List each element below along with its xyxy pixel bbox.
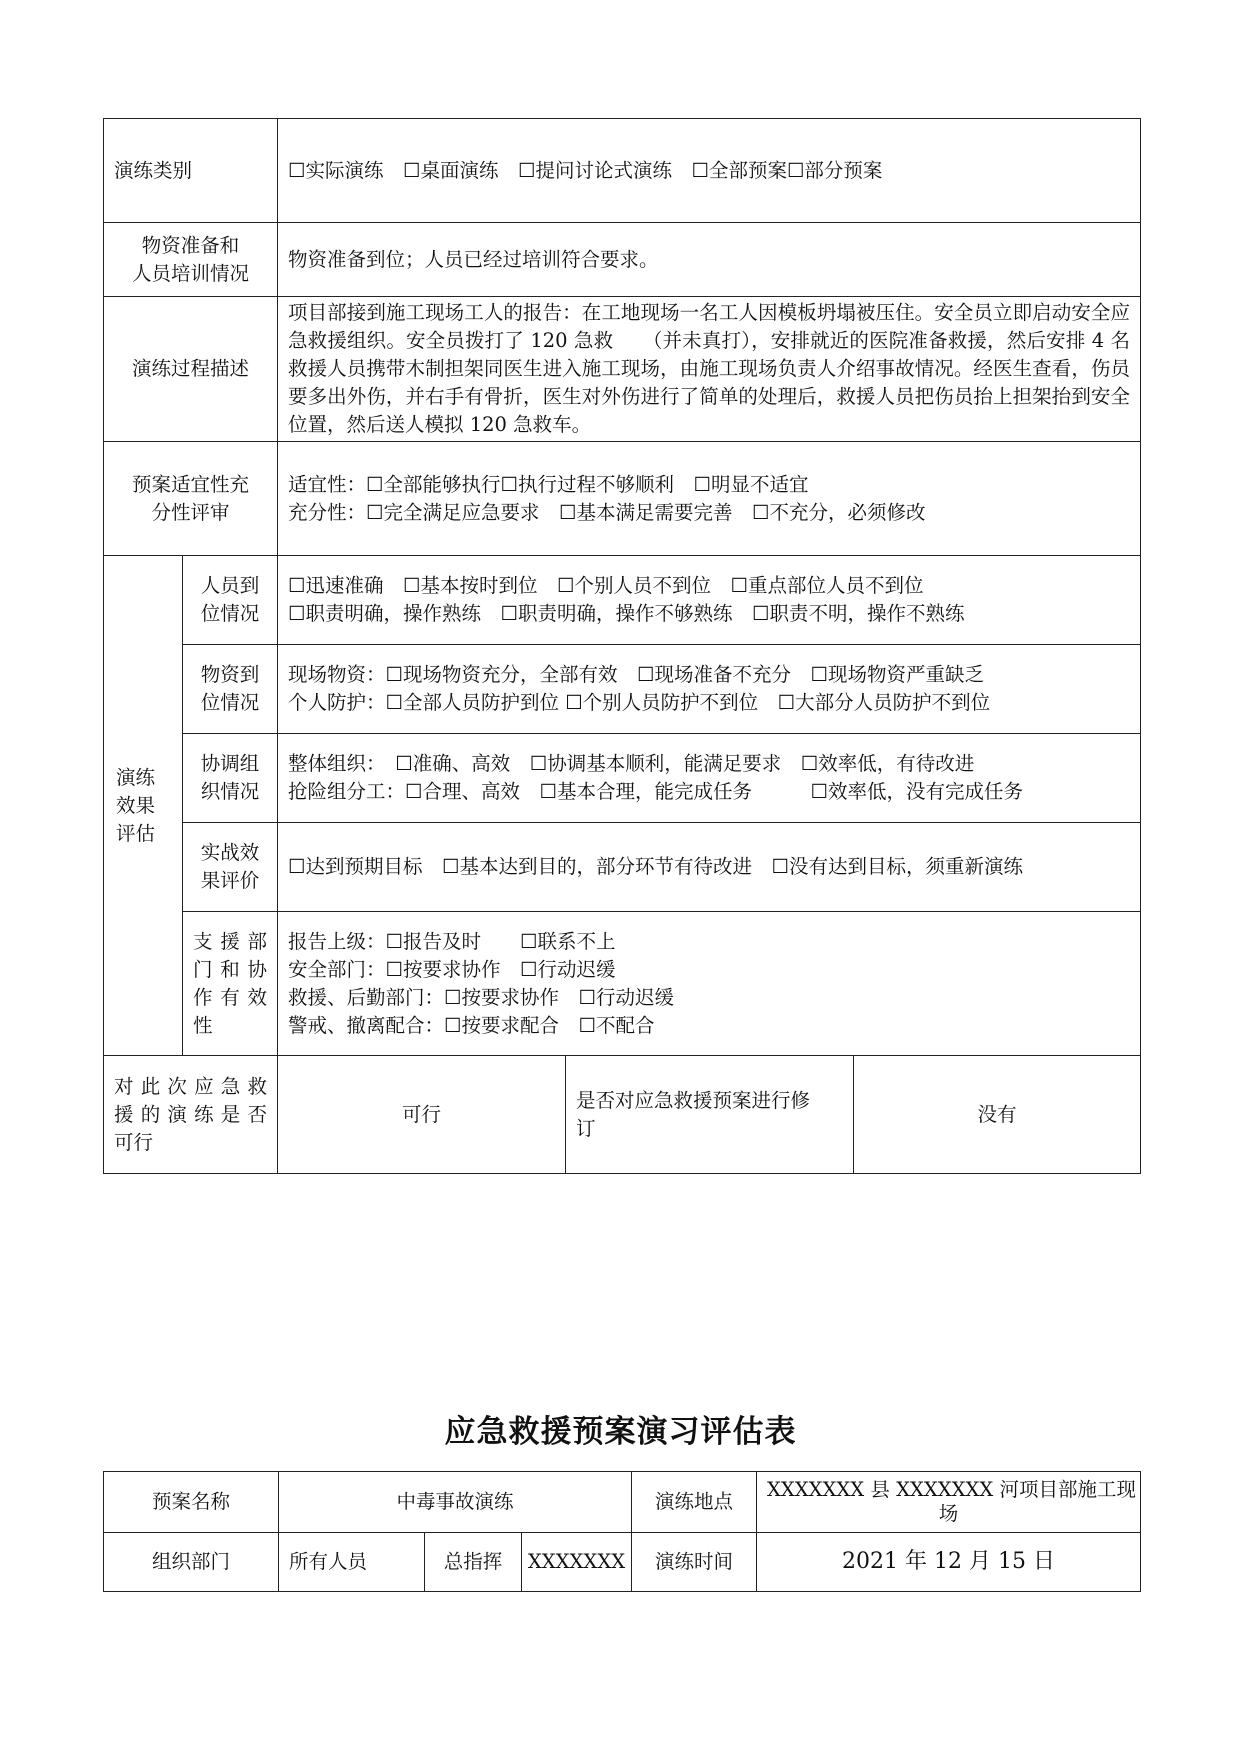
coordination-line1: 整体组织： ☐准确、高效 ☐协调基本顺利，能满足要求 ☐效率低，有待改进 [288, 752, 975, 775]
suitability-line1: 适宜性：☐全部能够执行☐执行过程不够顺利 ☐明显不适宜 [288, 472, 809, 496]
supplies-value [278, 645, 1141, 734]
plan-info-table [103, 1471, 1141, 1592]
feasibility-label [104, 1056, 278, 1174]
feasibility-value: 可行 [278, 1056, 566, 1174]
row-organization [104, 1533, 1141, 1592]
location-line1: XXXXXXX 县 XXXXXXX 河项目部施工现 [767, 1478, 1136, 1501]
support-label-line1: 支援部 [193, 929, 268, 953]
time-value: 2021 年 12 月 15 日 [757, 1533, 1141, 1592]
row-personnel [104, 556, 1141, 645]
support-value [278, 912, 1141, 1056]
combat-value: ☐达到预期目标 ☐基本达到目的，部分环节有待改进 ☐没有达到目标，须重新演练 [278, 823, 1141, 912]
evaluation-label-line1: 演练 [116, 765, 156, 789]
personnel-line1: ☐迅速准确 ☐基本按时到位 ☐个别人员不到位 ☐重点部位人员不到位 [288, 574, 924, 597]
support-line3: 救援、后勤部门：☐按要求协作 ☐行动迟缓 [288, 985, 674, 1009]
support-line4: 警戒、撤离配合：☐按要求配合 ☐不配合 [288, 1013, 655, 1037]
supplies-line2: 个人防护：☐全部人员防护到位 ☐个别人员防护不到位 ☐大部分人员防护不到位 [288, 691, 991, 714]
feasibility-label-line2: 援的演练是否 [114, 1102, 268, 1126]
row-materials [104, 223, 1141, 297]
commander-label: 总指挥 [425, 1533, 522, 1592]
support-label-line2: 门和协 [193, 957, 268, 981]
row-process [104, 297, 1141, 442]
revise-value: 没有 [854, 1056, 1141, 1174]
drill-type-options: ☐实际演练 ☐桌面演练 ☐提问讨论式演练 ☐全部预案☐部分预案 [278, 119, 1141, 223]
commander-value: XXXXXXX [522, 1533, 632, 1592]
coordination-value [278, 734, 1141, 823]
feasibility-label-line1: 对此次应急救 [114, 1074, 268, 1098]
row-drill-type [104, 119, 1141, 223]
coordination-label [183, 734, 278, 823]
materials-label-line1: 物资准备和 [141, 233, 240, 257]
combat-label-line2: 果评价 [200, 869, 260, 892]
revise-label-line2: 订 [576, 1116, 596, 1140]
materials-label-line2: 人员培训情况 [132, 261, 250, 285]
supplies-line1: 现场物资：☐现场物资充分，全部有效 ☐现场准备不充分 ☐现场物资严重缺乏 [288, 663, 984, 686]
support-label [183, 912, 278, 1056]
materials-label [104, 223, 278, 297]
combat-label [183, 823, 278, 912]
personnel-label [183, 556, 278, 645]
supplies-label-line2: 位情况 [200, 691, 260, 714]
plan-name-label: 预案名称 [104, 1472, 279, 1533]
process-label: 演练过程描述 [104, 297, 278, 442]
row-supplies [104, 645, 1141, 734]
materials-value: 物资准备到位；人员已经过培训符合要求。 [278, 223, 1141, 297]
support-line1: 报告上级：☐报告及时 ☐联系不上 [288, 929, 616, 953]
row-feasibility [104, 1056, 1141, 1174]
suitability-label-line1: 预案适宜性充 [132, 472, 250, 496]
support-label-line4: 性 [193, 1013, 213, 1037]
row-coordination [104, 734, 1141, 823]
row-combat [104, 823, 1141, 912]
coordination-label-line1: 协调组 [200, 752, 260, 775]
evaluation-label-line2: 效果 [116, 793, 156, 817]
personnel-label-line2: 位情况 [200, 602, 260, 625]
suitability-label [104, 442, 278, 556]
combat-label-line1: 实战效 [200, 841, 260, 864]
support-line2: 安全部门：☐按要求协作 ☐行动迟缓 [288, 957, 616, 981]
evaluation-label-line3: 评估 [116, 821, 156, 845]
personnel-label-line1: 人员到 [200, 574, 260, 597]
location-value [757, 1472, 1141, 1533]
org-label: 组织部门 [104, 1533, 279, 1592]
personnel-value [278, 556, 1141, 645]
supplies-label-line1: 物资到 [200, 663, 260, 686]
plan-name-value: 中毒事故演练 [279, 1472, 632, 1533]
drill-type-label: 演练类别 [104, 119, 278, 223]
row-suitability [104, 442, 1141, 556]
org-value: 所有人员 [279, 1533, 425, 1592]
row-plan-name [104, 1472, 1141, 1533]
suitability-line2: 充分性：☐完全满足应急要求 ☐基本满足需要完善 ☐不充分，必须修改 [288, 500, 926, 524]
page-title: 应急救援预案演习评估表 [444, 1414, 797, 1450]
revise-label [566, 1056, 854, 1174]
location-line2: 场 [938, 1502, 959, 1525]
row-support [104, 912, 1141, 1056]
support-label-line3: 作有效 [193, 985, 268, 1009]
feasibility-label-line3: 可行 [114, 1130, 154, 1154]
coordination-line2: 抢险组分工：☐合理、高效 ☐基本合理，能完成任务 ☐效率低，没有完成任务 [288, 780, 1023, 803]
time-label: 演练时间 [632, 1533, 757, 1592]
process-text: 项目部接到施工现场工人的报告：在工地现场一名工人因模板坍塌被压住。安全员立即启动安全应急救援组织。安全员拨打了 120 急救 （并未真打），安排就近的医院准备救援，然后安排 4 名救援人员携带木制担架同医生进入施工现场，由施工现场负责人介绍事故情况。经医生查看，伤员要多出外伤，并右手有骨折，医生对外伤进行了简单的处理后，救援人员把伤员抬上担架抬到安全位置，然后送人模拟 120 急救车。 [278, 297, 1141, 442]
personnel-line2: ☐职责明确，操作熟练 ☐职责明确，操作不够熟练 ☐职责不明，操作不熟练 [288, 602, 965, 625]
coordination-label-line2: 织情况 [200, 780, 260, 803]
revise-label-line1: 是否对应急救援预案进行修 [576, 1088, 811, 1112]
supplies-label [183, 645, 278, 734]
evaluation-label [104, 556, 183, 1056]
evaluation-table [103, 118, 1141, 1174]
suitability-label-line2: 分性评审 [151, 500, 230, 524]
location-label: 演练地点 [632, 1472, 757, 1533]
suitability-value [278, 442, 1141, 556]
